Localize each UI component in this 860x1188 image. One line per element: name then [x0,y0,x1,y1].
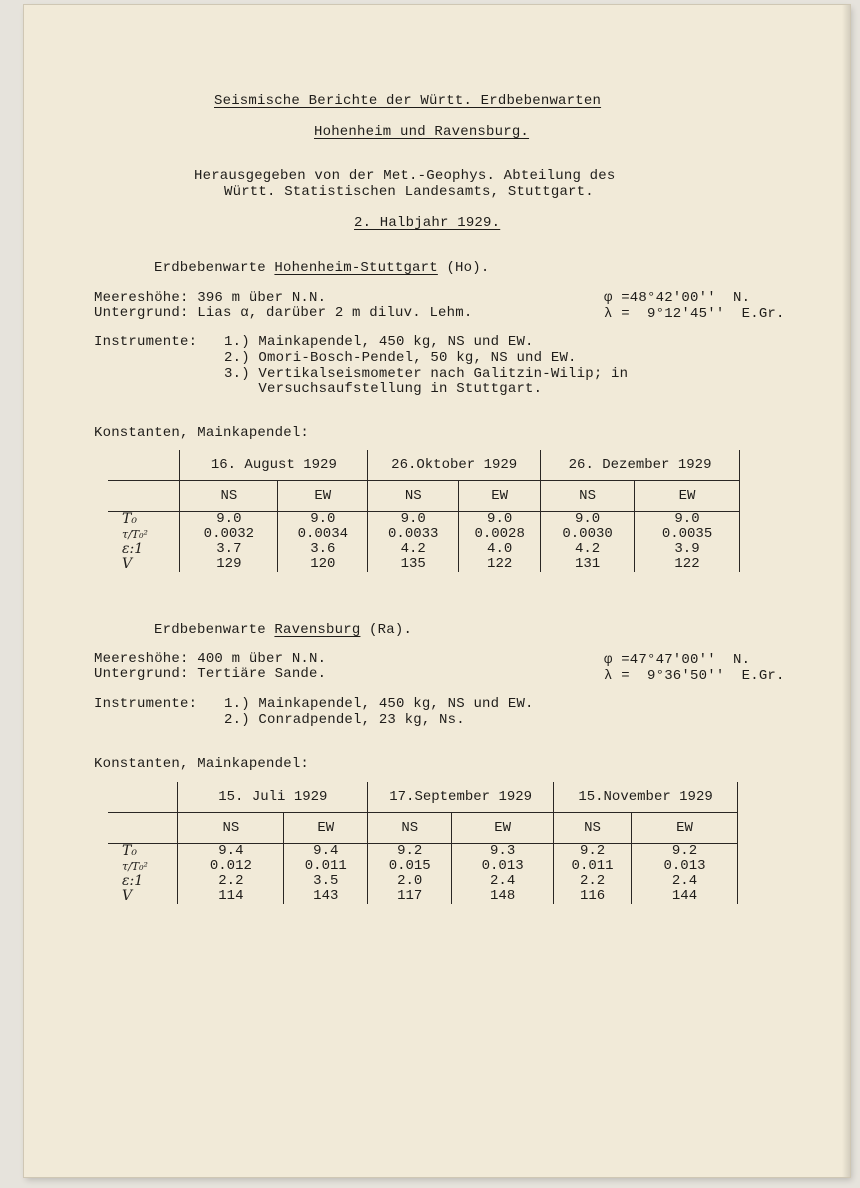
table-column [635,512,740,573]
station-abbrev: (Ra). [360,622,413,638]
component-header: NS [368,813,452,844]
row-labels [108,512,180,573]
instrument-item: 1.) Mainkapendel, 450 kg, NS und EW. [224,696,534,712]
paper-edge-shadow [842,5,850,1177]
component-header: EW [278,481,368,512]
table-cell: 2.2 [218,873,244,889]
table-cell: 9.2 [579,843,606,859]
table-column [632,844,738,905]
component-header: EW [635,481,740,512]
instrument-item: 2.) Conradpendel, 23 kg, Ns. [224,712,465,728]
row-label: τ/T₀² [122,528,148,541]
table-corner [108,782,178,813]
table-cell: 9.0 [216,511,242,527]
component-header: EW [452,813,554,844]
instruments-label-hohenheim: Instrumente: [94,334,198,350]
row-label: τ/T₀² [122,860,148,873]
station-title-hohenheim [154,260,489,276]
table-column [278,512,368,573]
table-cell: 114 [218,888,244,904]
table-column [541,512,635,573]
station-abbrev: (Ho). [437,260,490,276]
table-cell: 0.0033 [388,526,439,542]
table-cell: 9.2 [671,843,698,859]
table-cell: 2.2 [579,873,606,889]
ground-hohenheim: Untergrund: Lias α, darüber 2 m diluv. Lehm. [94,305,473,321]
table-cell: 2.4 [490,873,516,889]
component-header: NS [368,481,459,512]
table-cell: 0.0028 [474,526,525,542]
table-cell: 9.2 [397,843,423,859]
table-cell: 120 [310,556,336,572]
table-column [284,844,368,905]
table-cell: 9.0 [574,511,601,527]
table-cell: 0.015 [388,858,431,874]
date-header: 26.Oktober 1929 [368,450,541,481]
table-cell: 9.4 [313,843,339,859]
table-column [180,512,278,573]
table-cell: 148 [490,888,516,904]
station-title-ravensburg [154,622,412,638]
component-header: NS [178,813,284,844]
header-title: Seismische Berichte der Württ. Erdbebenwarten [214,93,602,109]
table-cell: 0.0032 [203,526,255,542]
publisher-line-1: Herausgegeben von der Met.-Geophys. Abteilung des [194,168,616,184]
table-cell: 122 [674,556,700,572]
row-label: V [122,556,133,572]
table-column [178,844,284,905]
half-year-period: 2. Halbjahr 1929. [354,215,501,231]
row-label: V [122,888,133,904]
station-name: Ravensburg [274,622,361,638]
elevation-ravensburg: Meereshöhe: 400 m über N.N. [94,651,327,667]
table-cell: 135 [400,556,426,572]
table-cell: 122 [487,556,513,572]
table-column [368,512,459,573]
table-column [368,844,452,905]
instrument-item: 3.) Vertikalseismometer nach Galitzin-Wilip; in [224,366,629,382]
component-header: EW [459,481,541,512]
date-header: 17.September 1929 [368,782,554,813]
constants-label-ravensburg: Konstanten, Mainkapendel: [94,756,310,772]
table-cell: 9.0 [310,511,336,527]
latitude-ravensburg: φ =47°47'00'' N. [604,652,751,668]
constants-table-hohenheim [108,450,740,572]
table-cell: 0.013 [663,858,706,874]
station-title-prefix: Erdbebenwarte [154,622,275,638]
table-cell: 2.4 [671,873,698,889]
table-cell: 0.0034 [297,526,349,542]
table-cell: 0.011 [571,858,614,874]
longitude-ravensburg: λ = 9°36'50'' E.Gr. [604,668,785,684]
longitude-hohenheim: λ = 9°12'45'' E.Gr. [604,306,785,322]
station-title-prefix: Erdbebenwarte [154,260,275,276]
elevation-hohenheim: Meereshöhe: 396 m über N.N. [94,290,327,306]
date-header: 15. Juli 1929 [178,782,368,813]
table-cell: 0.013 [481,858,524,874]
table-cell: 131 [574,556,601,572]
date-header: 16. August 1929 [180,450,368,481]
header-subtitle: Hohenheim und Ravensburg. [314,124,530,140]
date-header: 26. Dezember 1929 [541,450,740,481]
component-header: NS [541,481,635,512]
table-corner [108,813,178,844]
instrument-item: Versuchsaufstellung in Stuttgart. [224,381,543,397]
table-cell: 3.9 [674,541,700,557]
table-cell: 9.0 [674,511,700,527]
table-column [459,512,541,573]
table-cell: 3.5 [313,873,339,889]
latitude-hohenheim: φ =48°42'00'' N. [604,290,751,306]
row-label: T₀ [122,511,137,527]
constants-label-hohenheim: Konstanten, Mainkapendel: [94,425,310,441]
table-cell: 0.012 [209,858,252,874]
table-cell: 143 [313,888,339,904]
row-label: ε:1 [122,541,144,557]
table-cell: 0.0030 [562,526,613,542]
instruments-label-ravensburg: Instrumente: [94,696,198,712]
publisher-line-2: Württ. Statistischen Landesamts, Stuttgart. [224,184,594,200]
table-cell: 116 [579,888,606,904]
component-header: NS [554,813,632,844]
table-cell: 9.0 [400,511,426,527]
row-labels [108,844,178,905]
table-cell: 4.2 [400,541,426,557]
table-cell: 3.6 [310,541,336,557]
table-corner [108,450,180,481]
table-cell: 9.0 [487,511,513,527]
table-cell: 2.0 [397,873,423,889]
table-column [554,844,632,905]
component-header: EW [284,813,368,844]
table-cell: 4.2 [574,541,601,557]
component-header: NS [180,481,278,512]
row-label: T₀ [122,843,137,859]
table-cell: 0.011 [304,858,347,874]
instrument-item: 2.) Omori-Bosch-Pendel, 50 kg, NS und EW. [224,350,577,366]
table-column [452,844,554,905]
table-cell: 3.7 [216,541,242,557]
ground-ravensburg: Untergrund: Tertiäre Sande. [94,666,327,682]
table-cell: 144 [671,888,698,904]
table-cell: 129 [216,556,242,572]
date-header: 15.November 1929 [554,782,738,813]
table-cell: 0.0035 [661,526,713,542]
instrument-item: 1.) Mainkapendel, 450 kg, NS und EW. [224,334,534,350]
table-cell: 9.4 [218,843,244,859]
table-cell: 4.0 [487,541,513,557]
constants-table-ravensburg [108,782,738,904]
row-label: ε:1 [122,873,144,889]
table-corner [108,481,180,512]
station-name: Hohenheim-Stuttgart [274,260,438,276]
table-cell: 117 [397,888,423,904]
table-cell: 9.3 [490,843,516,859]
component-header: EW [632,813,738,844]
